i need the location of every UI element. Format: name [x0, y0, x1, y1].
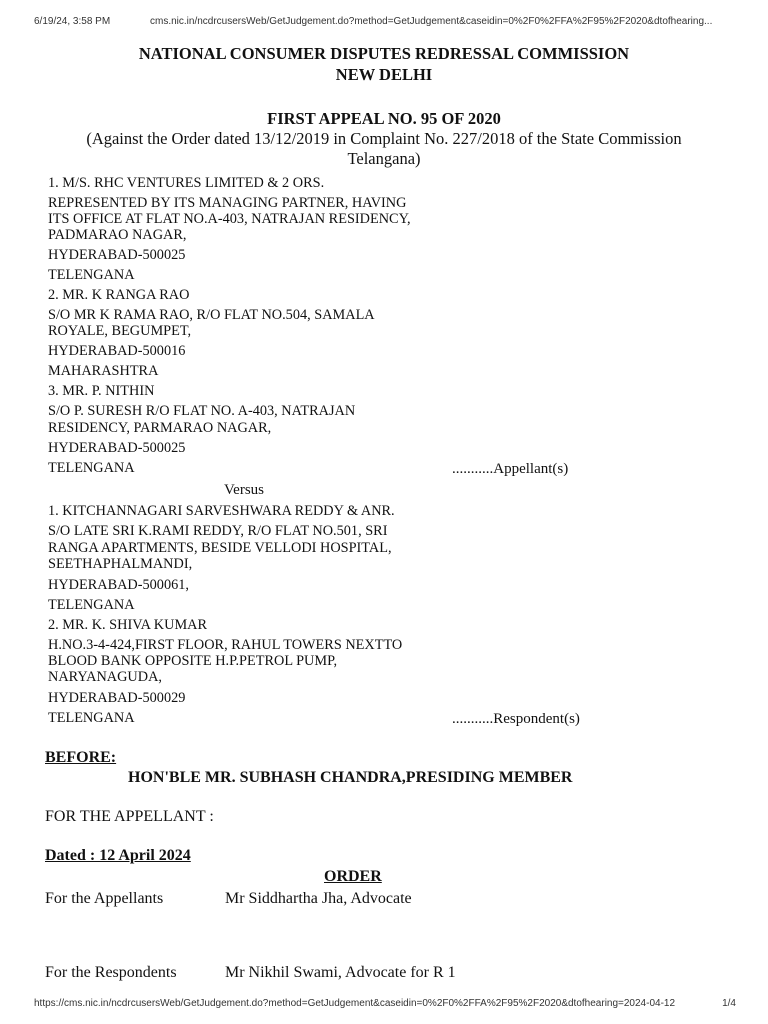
appellant-line: 2. MR. K RANGA RAO — [48, 287, 190, 303]
before-heading: BEFORE: — [45, 749, 117, 766]
against-order-line2: Telangana) — [347, 149, 421, 168]
respondent-line: H.NO.3-4-424,FIRST FLOOR, RAHUL TOWERS NEXTTO — [48, 637, 403, 653]
counsel-value-respondents: Mr Nikhil Swami, Advocate for R 1 — [225, 964, 456, 981]
commission-title: NATIONAL CONSUMER DISPUTES REDRESSAL COMMISSION — [138, 44, 630, 63]
respondent-line: HYDERABAD-500061, — [48, 577, 189, 593]
respondent-tag: ...........Respondent(s) — [452, 711, 580, 727]
appellant-line: HYDERABAD-500025 — [48, 440, 186, 456]
appellant-tag: ...........Appellant(s) — [452, 461, 569, 477]
respondent-line: HYDERABAD-500029 — [48, 690, 186, 706]
respondent-line: NARYANAGUDA, — [48, 669, 162, 685]
counsel-label-respondents: For the Respondents — [45, 964, 177, 981]
appellant-line: REPRESENTED BY ITS MANAGING PARTNER, HAVING — [48, 195, 407, 211]
print-timestamp: 6/19/24, 3:58 PM — [34, 16, 111, 27]
appellant-line: MAHARASHTRA — [48, 363, 159, 379]
order-date: Dated : 12 April 2024 — [45, 847, 191, 864]
print-footer-url: https://cms.nic.in/ncdrcusersWeb/GetJudgement.do?method=GetJudgement&caseidin=0%2F0%2FFA%2F95%2F2020&dtofhearing=2024-04-12 — [34, 998, 676, 1009]
order-heading: ORDER — [324, 868, 382, 885]
appellant-line: TELENGANA — [48, 267, 135, 283]
for-appellant-label: FOR THE APPELLANT : — [45, 808, 214, 825]
appellant-line: PADMARAO NAGAR, — [48, 227, 187, 243]
appellant-line: 1. M/S. RHC VENTURES LIMITED & 2 ORS. — [48, 175, 325, 191]
appellant-line: HYDERABAD-500025 — [48, 247, 186, 263]
counsel-value-appellants: Mr Siddhartha Jha, Advocate — [225, 890, 412, 907]
appellant-line: 3. MR. P. NITHIN — [48, 383, 155, 399]
print-header-url: cms.nic.in/ncdrcusersWeb/GetJudgement.do?method=GetJudgement&caseidin=0%2F0%2FFA%2F95%2F2020&dtofhearing... — [150, 16, 713, 27]
versus-label: Versus — [224, 482, 264, 498]
print-footer — [0, 998, 768, 1014]
appellant-line: TELENGANA — [48, 460, 135, 476]
presiding-member: HON'BLE MR. SUBHASH CHANDRA,PRESIDING MEMBER — [128, 769, 573, 786]
respondent-line: S/O LATE SRI K.RAMI REDDY, R/O FLAT NO.501, SRI — [48, 523, 388, 539]
commission-city: NEW DELHI — [335, 65, 433, 84]
respondent-line: RANGA APARTMENTS, BESIDE VELLODI HOSPITAL, — [48, 540, 392, 556]
respondent-line: 2. MR. K. SHIVA KUMAR — [48, 617, 208, 633]
print-header — [0, 14, 768, 30]
appellant-line: S/O MR K RAMA RAO, R/O FLAT NO.504, SAMALA — [48, 307, 375, 323]
respondent-line: TELENGANA — [48, 597, 135, 613]
page-number: 1/4 — [722, 998, 736, 1009]
appellant-line: HYDERABAD-500016 — [48, 343, 186, 359]
appellant-line: ROYALE, BEGUMPET, — [48, 323, 192, 339]
counsel-label-appellants: For the Appellants — [45, 890, 164, 907]
appellant-line: RESIDENCY, PARMARAO NAGAR, — [48, 420, 272, 436]
respondent-line: TELENGANA — [48, 710, 135, 726]
appellant-line: S/O P. SURESH R/O FLAT NO. A-403, NATRAJAN — [48, 403, 356, 419]
against-order-line1: (Against the Order dated 13/12/2019 in Complaint No. 227/2018 of the State Commission — [86, 129, 682, 148]
respondent-line: BLOOD BANK OPPOSITE H.P.PETROL PUMP, — [48, 653, 338, 669]
respondent-line: SEETHAPHALMANDI, — [48, 556, 193, 572]
appeal-number: FIRST APPEAL NO. 95 OF 2020 — [267, 109, 501, 128]
respondent-line: 1. KITCHANNAGARI SARVESHWARA REDDY & ANR. — [48, 503, 395, 519]
appellant-line: ITS OFFICE AT FLAT NO.A-403, NATRAJAN RESIDENCY, — [48, 211, 411, 227]
